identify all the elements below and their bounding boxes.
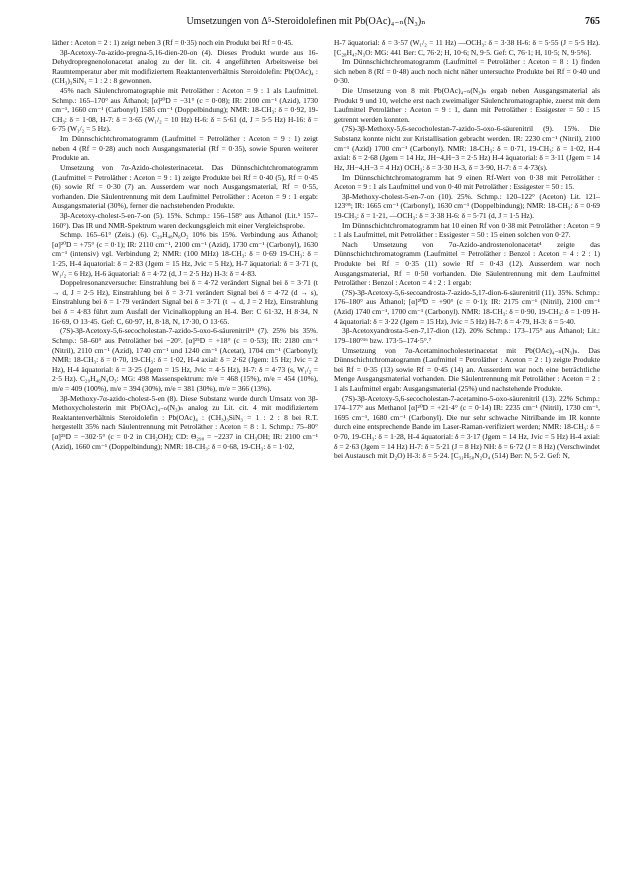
paragraph: (7S)-3β-Acetoxy-5,6-secoandrosta-7-azido-5,17-dion-6-säurenitril (11). 35%. Schmp.: 176–180° aus Äthanol; [α]²⁰D = +90° (c = 0·1); IR: 2175 cm⁻¹ (Nitril), 2100 cm⁻¹ (Azid) 1740 cm⁻¹, 1700 cm⁻¹ (Carbonyl). NMR: 18-CH₃: δ = 0·90, 19-CH₃: δ = 1·09 H-4 äquatorial: δ = 3·22 (Jgem = 15 Hz), Jvic = 5 Hz) H-7: δ = 4·79, H-3: δ = 5·40. — [334, 287, 600, 326]
paragraph: Doppelresonanzversuche: Einstrahlung bei δ = 4·72 verändert Signal bei δ = 3·71 (t → d, J = 2·5 Hz), Einstrahlung bei δ = 3·71 verändert Signal bei δ = 4·72 (d → s), Einstrahlung bei δ = 1·79 verändert Signal bei δ = 3·71 (t → d, J = 2 Hz), Einstrahlung bei δ = 4·83 führt zum Ausfall der Vicinalkopplung an H-4. Ber: C 61·32, H 8·34, N 16·69, O 13·45. Gef: C, 60·97, H, 8·18, N, 17·30, O 13·65. — [52, 278, 318, 326]
running-head — [52, 14, 600, 32]
paragraph: Im Dünnschichtchromatogramm hat 10 einen Rf von 0·38 mit Petroläther : Aceton = 9 : 1 als Laufmittel, mit Petroläther : Essigester = 50 : 15 einen solchen von 0·27. — [334, 220, 600, 240]
paragraph: Schmp. 165–61° (Zeis.) (6). C₂₉H₄₈N₆O₂ 10% bis 15%. Verbindung aus Äthanol; [α]²⁰D = +75° (c = 0·1); IR: 2110 cm⁻¹, 2100 cm⁻¹ (Azid), 1730 cm⁻¹ (Carbonyl), 1630 cm⁻¹ (intensiv) vgl. Verbindung 2; NMR: (100 MHz) 18-CH₃: δ = 0·69 19-CH₃: δ = 1·25, H-4 äquatorial: δ = 2·83 (Jgem = 15 Hz, Jvic = 5 Hz), H-7 äquatorial: δ = 3·71 (t, W₁/₂ = 6 Hz), H-6 äquatorial: δ = 4·72 (d, J = 2·5 Hz) H-3: δ = 4·83. — [52, 230, 318, 278]
two-column-body — [52, 38, 600, 461]
left-column — [52, 38, 318, 461]
paragraph: Im Dünnschichtchromatogramm hat 9 einen Rf-Wert von 0·38 mit Petroläther : Aceton = 9 : 1 als Laufmittel und von 0·40 mit Petroläther : Essigester = 50 : 15. — [334, 172, 600, 192]
paragraph: 3β-Methoxy-7α-azido-cholest-5-en (8). Diese Substanz wurde durch Umsatz von 3β-Methoxycholesterin mit Pb(OAc)₄₋ₙ(N₃)ₙ analog zu Lit. cit. 4 mit modifiziertem Reaktantenverhältnis Steroidolefin : Pb(OAc)₄ : (CH₃)₃SiN₃ = 1 : 2 : 8 bei R.T. hergestellt 35% nach Säulentrennung mit Petroläther : Aceton = 8 : 1. Schmp.: 75–80° [α]²⁵D = −302·5° (c = 0·2 in CH₂OH); CD: Θ₂₉₀ = −2237 in CH₃OH; IR: 2100 cm⁻¹ (Azid), 1660 cm⁻¹ (Doppelbindung); NMR: 18-CH₃: δ = 0·68, 19-CH₃: δ = 1·02, — [52, 393, 318, 451]
paragraph: Nach Umsetzung von 7α-Azido-androstenolonacetat⁴ zeigte das Dünnschichtchromatogramm (Laufmittel = Petroläther : Benzol : Aceton = 4 : 2 : 1) Produkte bei Rf = 0·35 (11) sowie Rf = 0·43 (12). Ausserdem war noch Ausgangsmaterial, Rf = 0·50 vorhanden. Die Säulentrennung mit dem Laufmittel Petroläther : Benzol : Aceton = 4 : 2 : 1 ergab: — [334, 239, 600, 288]
paragraph: (7S)-3β-Acetoxy-5,6-secocholestan-7-acetamino-5-oxo-säurenitril (13). 22% Schmp.: 174–177° aus Methanol [α]²⁰D = +21·4° (c = 0·14) IR: 2235 cm⁻¹ (Nitril), 1730 cm⁻¹, 1695 cm⁻¹, 1680 cm⁻¹ (Carbonyl). Die nur sehr schwache Nitrilbande im IR konnte durch eine entsprechende Bande im Laser-Raman-verifiziert werden; NMR: 18-CH₃: δ = 0·70, 19-CH₃: δ = 1·28, H-4 äquatorial: δ = 3·17 (Jgem = 14 Hz, Jvic = 5 Hz) H-4 axial: δ = 2·63 (Jgem = 14 Hz) H-7: δ = 5·21 (J = 8 Hz) NH: δ = 6·72 (J = 8 Hz) (Verschwindet bei Austausch mit D₂O) H-3: δ = 5·24. [C₃₁H₅₀N₂O₄ (514) Ber: N, 5·2. Gef: N, — [334, 393, 600, 461]
paragraph: 3β-Acetoxyandrosta-5-en-7,17-dion (12). 20% Schmp.: 173–175° aus Äthanol; Lit.: 179–180°¹⁶ bzw. 173·5–174·5°.⁷ — [334, 326, 600, 345]
paragraph: 3β-Methoxy-cholest-5-en-7-on (10). 25%. Schmp.: 120–122° (Aceton) Lit. 121–123°⁸; IR: 1665 cm⁻¹ (Carbonyl), 1630 cm⁻¹ (Doppelbindung); NMR: 18-CH₃: δ = 0·69 19-CH₃: δ = 1·21, —OCH₃: δ = 3·38 H-6: δ = 5·71 (d, J = 1·5 Hz). — [334, 191, 600, 220]
right-column — [334, 38, 600, 461]
paragraph: (7S)-3β-Acetoxy-5,6-secocholestan-7-azido-5-oxo-6-säurenitril¹⁶ (7). 25% bis 35%. Schmp.: 58–60° aus Petroläther bei −20°. [α]²⁵D = +18° (c = 0·53); IR: 2180 cm⁻¹ (Nitril), 2110 cm⁻¹ (Azid), 1740 cm⁻¹ und 1240 cm⁻¹ (Acetat), 1704 cm⁻¹ (Carbonyl); NMR: 18-CH₃: δ = 0·70, 19-CH₃: δ = 1·02, H-4 axial: δ = 2·62 (Jgem: 15 Hz; Jvic = 2 Hz), H-4 äquatorial: δ = 3·25 (Jgem = 15 Hz, Jvic = 4·5 Hz), H-7: δ = 4·73 (s, W₁/₂ = 2·5 Hz). C₂₉H₄₆N₄O₃: MG: 498 Massenspektrum: m/e = 468 (15%), m/e = 454 (10%), m/e = 409 (100%), m/e = 394 (30%), m/e = 381 (30%), m/e = 366 (13%). — [52, 326, 318, 393]
page-number: 765 — [585, 16, 600, 27]
paragraph: Im Dünnschichtchromatogramm (Laufmittel = Petroläther : Aceton = 9 : 1) zeigt neben 4 (Rf = 0·28) auch noch Ausgangsmaterial (Rf = 0·35), sowie Spuren weiterer Produkte an. — [52, 134, 318, 163]
paragraph: Umsetzung von 7α-Azido-cholesterinacetat. Das Dünnschichtchromatogramm (Laufmittel = Petroläther : Aceton = 9 : 1) zeigte Produkte bei Rf = 0·40 (5), Rf = 0·45 (6) sowie Rf = 0·30 (7) an. Ausserdem war noch Ausgangsmaterial, Rf = 0·55, vorhanden. Die Säulentrennung mit dem Laufmittel Petroläther : Aceton = 9 : 1 ergab: Ausgangsmaterial (30%), ferner die nachstehenden Produkte. — [52, 162, 318, 211]
paragraph: H-7 äquatorial: δ = 3·57 (W₁/₂ = 11 Hz) —OCH₃: δ = 3·38 H-6: δ = 5·55 (J = 5·5 Hz). [C₂₈H₄₇N₃O: MG: 441 Ber: C, 76·2; H, 10·6; N, 9·5. Gef: C, 76·1; H, 10·5; N, 9·5%]. — [334, 38, 600, 57]
running-title: Umsetzungen von Δ⁵-Steroidolefinen mit Pb(OAc)₄₋ₙ(N₃)ₙ — [186, 16, 426, 27]
paragraph: 45% nach Säulenchromatographie mit Petroläther : Aceton = 9 : 1 als Laufmittel. Schmp.: 165–170° aus Äthanol; [α]²⁰D = −31° (c = 0·08); IR: 2100 cm⁻¹ (Azid), 1730 cm⁻¹, 1660 cm⁻¹ (Carbonyl) 1585 cm⁻¹ (Doppelbindung); NMR: 18-CH₃: δ = 0·92, 19-CH₃: δ = 1·08, H-7: δ = 3·65 (W₁/₂ = 10 Hz) H-6: δ = 5·61 (d, J = 5·5 Hz) H-16: δ = 6·75 (W₁/₂ = 5 Hz). — [52, 86, 318, 134]
paragraph: 3β-Acetoxy-7α-azido-pregna-5,16-dien-20-on (4). Dieses Produkt wurde aus 16-Dehydropregnenolonacetat analog zu der lit. cit. 4 angeführten Arbeitsweise bei Raumtemperatur aber mit modifiziertem Reaktantenverhältnis Steroidolefin: Pb(OAc)₄ : (CH₃)₃SiN₃ = 1 : 2 : 8 gewonnen. — [52, 47, 318, 86]
paragraph: läther : Aceton = 2 : 1) zeigt neben 3 (Rf = 0·35) noch ein Produkt bei Rf = 0·45. — [52, 38, 294, 47]
paragraph: Umsetzung von 7α-Acetaminocholesterinacetat mit Pb(OAc)₄₋ₙ(N₃)ₙ. Das Dünnschichtchromatogramm (Laufmittel = Petroläther : Aceton = 2 : 1) zeigte Produkte bei Rf = 0·35 (13) sowie Rf = 0·45 (14) an. Ausserdem war noch eine beträchtliche Menge Ausgangsmaterial vorhanden. Die Säulentrennung mit Petroläther : Aceton = 2 : 1 als Laufmittel ergab: Ausgangsmaterial (25%) und nachstehende Produkte. — [334, 345, 600, 393]
paragraph: (7S)-3β-Methoxy-5,6-secocholestan-7-azido-5-oxo-6-säurenitril (9). 15%. Die Substanz konnte nicht zur Kristallisation gebracht werden. IR: 2230 cm⁻¹ (Nitril), 2100 cm⁻¹ (Azid) 1700 cm⁻¹ (Carbonyl). NMR: 18-CH₃: δ = 0·71, 19-CH₃: δ = 1·02, H-4 axial: δ = 2·68 (Jgem = 14 Hz, JH−4,H−3 = 2·5 Hz) H-4 äquatorial: δ = 3·11 (Jgem = 14 Hz, JH−4,H−3 = 4 Hz) OCH₃: δ = 3·30 H-3, δ = 3·90, H-7: δ = 4·73(s). — [334, 124, 600, 172]
paragraph: 3β-Acetoxy-cholest-5-en-7-on (5). 15%. Schmp.: 156–158° aus Äthanol (Lit.⁵ 157–160°). Das IR und NMR-Spektrum waren deckungsgleich mit einer Vergleichsprobe. — [52, 210, 318, 230]
paragraph: Im Dünnschichtchromatogramm (Laufmittel = Petroläther : Aceton = 8 : 1) finden sich neben 8 (Rf = 0·48) auch noch nicht näher untersuchte Produkte bei Rf = 0·40 und 0·30. — [334, 57, 600, 86]
paragraph: Die Umsetzung von 8 mit Pb(OAc)₄₋ₙ(N₃)ₙ ergab neben Ausgangsmaterial als Produkt 9 und 10, welche erst nach zweimaliger Säulenchromatographie, zuerst mit dem Laufmittel Petroläther : Aceton = 9 : 1, dann mit Petroläther : Essigester = 50 : 15 getrennt werden konnten. — [334, 86, 600, 124]
